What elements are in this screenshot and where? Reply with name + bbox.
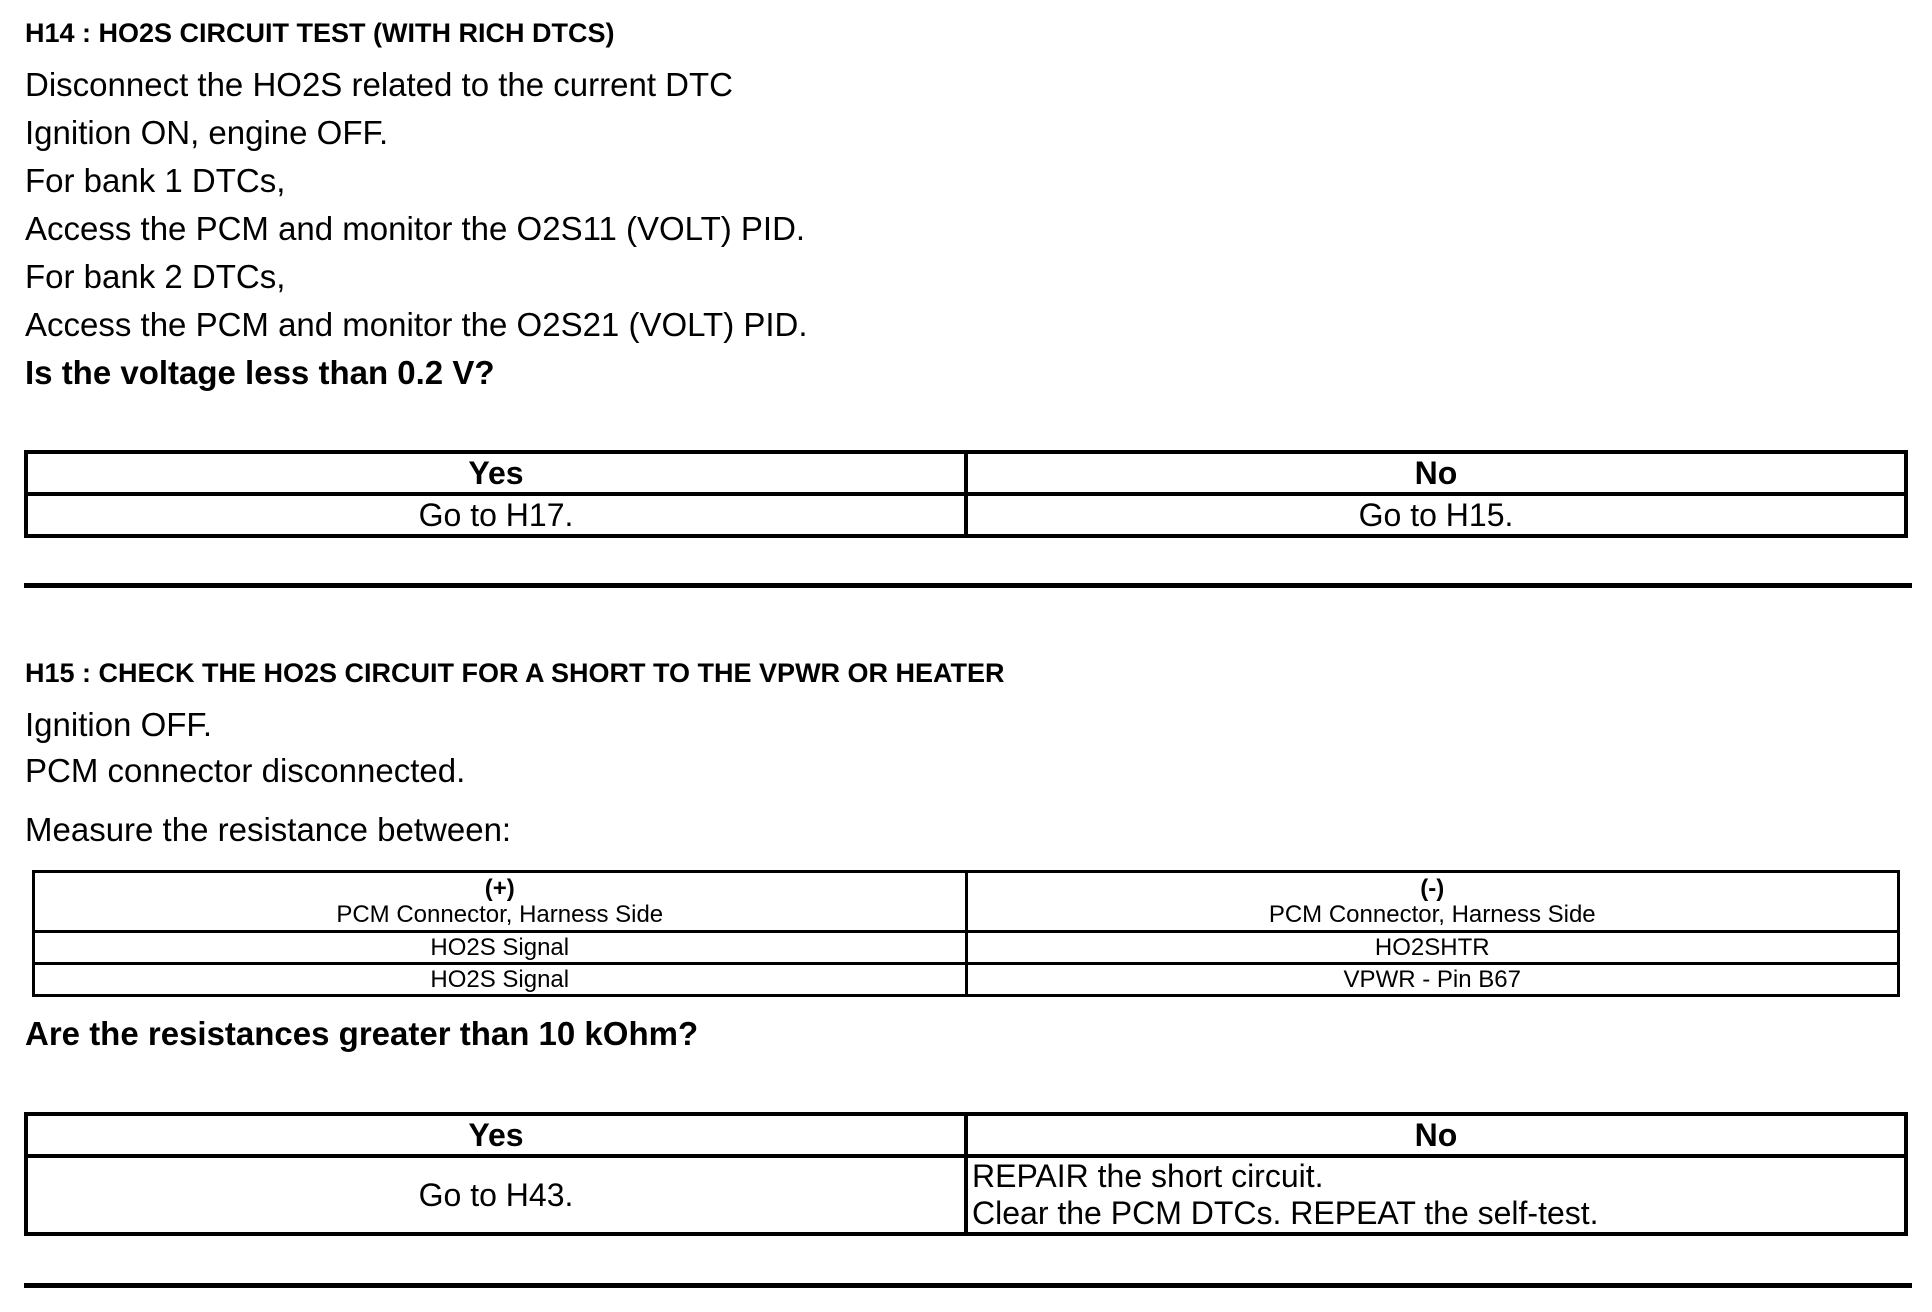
h14-no-header: No (966, 452, 1906, 494)
h15-no-header: No (966, 1114, 1906, 1156)
h14-yes-header: Yes (26, 452, 966, 494)
h15-no-action-line-1: REPAIR the short circuit. (972, 1158, 1324, 1194)
h14-answer-table (24, 450, 1908, 538)
h15-step-3: Measure the resistance between: (25, 811, 512, 848)
plus-column-header (34, 872, 967, 932)
h14-step-6: Access the PCM and monitor the O2S21 (VOLT) PID. (25, 306, 808, 343)
measurement-table (32, 870, 1900, 997)
h15-yes-action: Go to H43. (26, 1156, 966, 1234)
h14-step-3: For bank 1 DTCs, (25, 162, 286, 199)
minus-symbol: (-) (1420, 874, 1445, 902)
minus-label: PCM Connector, Harness Side (1268, 900, 1596, 928)
h14-step-5: For bank 2 DTCs, (25, 258, 286, 295)
h15-heading: H15 : CHECK THE HO2S CIRCUIT FOR A SHORT TO THE VPWR OR HEATER (25, 658, 1005, 688)
h15-yes-header: Yes (26, 1114, 966, 1156)
h14-heading: H14 : HO2S CIRCUIT TEST (WITH RICH DTCS) (25, 18, 615, 48)
h15-step-1: Ignition OFF. (25, 706, 213, 743)
plus-symbol: (+) (484, 874, 515, 902)
section-divider (24, 583, 1912, 588)
h15-step-2: PCM connector disconnected. (25, 752, 466, 789)
h14-step-4: Access the PCM and monitor the O2S11 (VOLT) PID. (25, 210, 806, 247)
minus-column-header (966, 872, 1899, 932)
h15-answer-table (24, 1112, 1908, 1236)
plus-label: PCM Connector, Harness Side (336, 900, 664, 928)
table-cell: VPWR - Pin B67 (966, 964, 1899, 996)
h15-question: Are the resistances greater than 10 kOhm? (25, 1015, 699, 1052)
h14-question: Is the voltage less than 0.2 V? (25, 354, 495, 391)
section-divider (24, 1283, 1912, 1288)
h14-step-1: Disconnect the HO2S related to the current DTC (25, 66, 733, 103)
table-cell: HO2S Signal (34, 964, 967, 996)
table-cell: HO2SHTR (966, 932, 1899, 964)
h15-no-action (966, 1156, 1906, 1234)
table-cell: HO2S Signal (34, 932, 967, 964)
h14-step-2: Ignition ON, engine OFF. (25, 114, 389, 151)
h14-no-action: Go to H15. (966, 494, 1906, 536)
h15-no-action-line-2: Clear the PCM DTCs. REPEAT the self-test. (972, 1195, 1599, 1231)
h14-yes-action: Go to H17. (26, 494, 966, 536)
